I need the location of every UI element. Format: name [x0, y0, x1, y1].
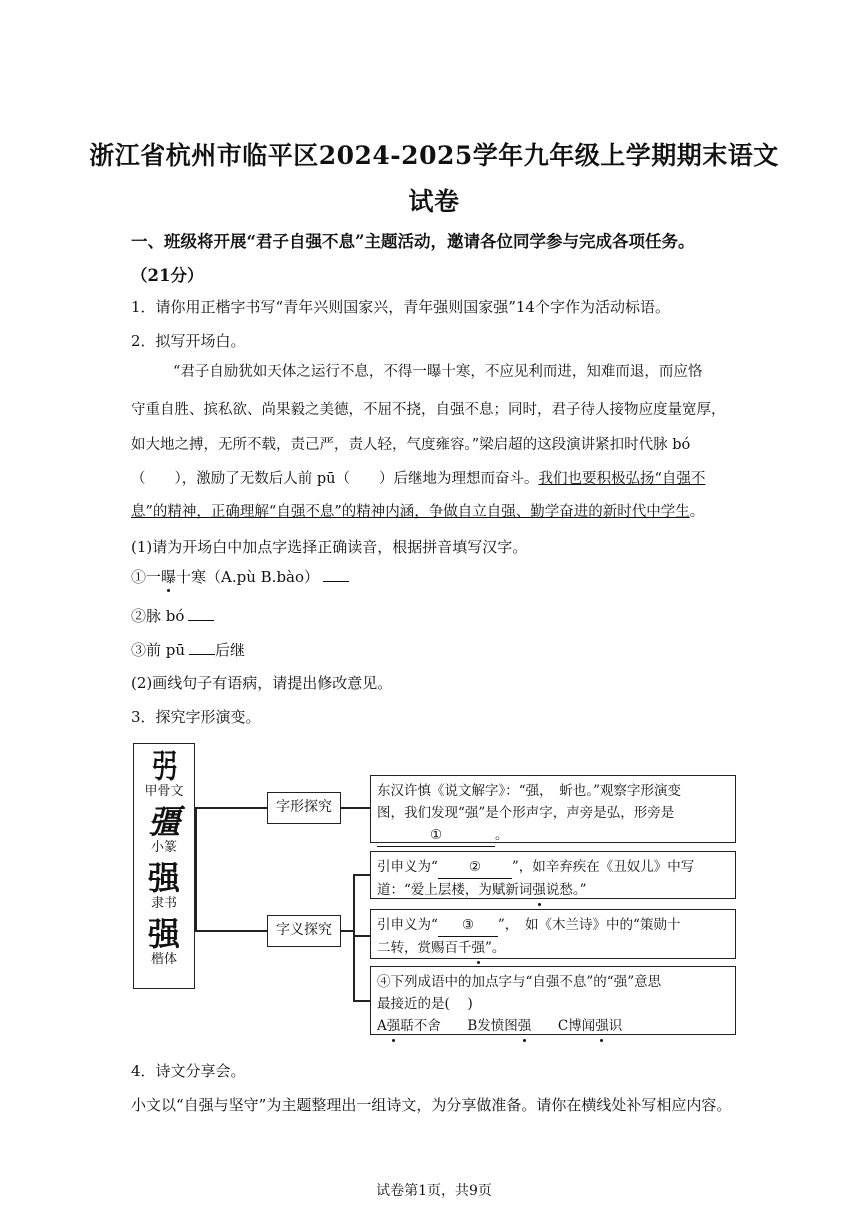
- box-2-line-1: [377, 856, 729, 879]
- dotted-char: 强: [518, 1015, 532, 1037]
- item-2-text: ②脉 bó: [131, 607, 185, 625]
- dotted-char: 强: [387, 1015, 401, 1037]
- question-2-label: 2．拟写开场白。: [131, 332, 246, 350]
- box-4-line-1: ④下列成语中的加点字与“自强不息”的“强”意思: [377, 974, 662, 990]
- glyph-label: 楷体: [150, 952, 177, 967]
- box-1-line-2: 图，我们发现“强”是个形声字，声旁是弘，形旁是: [377, 805, 675, 821]
- glyph-regular: 强: [147, 915, 180, 953]
- box-3-quote-end: ”。: [485, 940, 506, 956]
- box-form-inquiry: 字形探究: [267, 792, 341, 824]
- box-idiom-choice: [370, 966, 736, 1035]
- glyph-label: 小篆: [150, 840, 177, 855]
- glyph-label: 甲骨文: [144, 784, 184, 799]
- sub-question-1: (1)请为开场白中加点字选择正确读音，根据拼音填写汉字。: [131, 538, 528, 556]
- box-3-line-2: [377, 937, 729, 959]
- item-1-prefix: ①一: [131, 568, 162, 586]
- connector: [340, 930, 354, 932]
- box-2-suffix: ”，如辛弃疾在《丑奴儿》中写: [511, 859, 695, 875]
- fill-blank-3[interactable]: ③: [438, 914, 498, 937]
- fill-blank-2[interactable]: ②: [438, 856, 512, 879]
- page-title-line2: 试卷: [408, 187, 460, 216]
- option-a-text: 聒不舍: [400, 1018, 441, 1034]
- question-4-text: 小文以“自强与坚守”为主题整理出一组诗文，为分享做准备。请你在横线处补写相应内容。: [131, 1096, 732, 1114]
- box-2-line-2: [377, 879, 729, 901]
- sub-question-2: (2)画线句子有语病，请提出修改意见。: [131, 674, 393, 692]
- option-b-text: B发愤图: [467, 1018, 518, 1034]
- quote-line-5-period: 。: [689, 504, 705, 520]
- section-heading: 一、班级将开展“君子自强不息”主题活动，邀请各位同学参与完成各项任务。: [131, 232, 695, 251]
- item-3-text: ③前 pū: [131, 641, 186, 659]
- quote-line-4-text: （ ），激励了无数后人前 pū（ ）后继地为理想而奋斗。: [131, 471, 539, 487]
- fill-blank-1[interactable]: ①: [377, 824, 495, 847]
- glyph-seal: 彊: [147, 803, 180, 841]
- option-b[interactable]: [467, 1018, 531, 1034]
- box-2-quote-end: 说愁。”: [545, 882, 587, 898]
- connector: [353, 874, 355, 1001]
- question-1: 1．请你用正楷字书写“青年兴则国家兴，青年强则国家强”14个字作为活动标语。: [131, 298, 670, 316]
- item-3-suffix: 后继: [215, 641, 246, 659]
- box-1-end: 。: [495, 827, 509, 843]
- option-c-text: C博闻: [557, 1018, 596, 1034]
- item-3: [131, 639, 245, 660]
- box-1-line-1: 东汉许慎《说文解字》：“强， 蚚也。”观察字形演变: [377, 783, 682, 799]
- connector: [195, 930, 267, 932]
- connector: [340, 807, 370, 809]
- answer-blank[interactable]: [189, 640, 215, 655]
- box-1-line-3: [377, 824, 729, 847]
- option-a-letter: A: [377, 1018, 387, 1034]
- box-3-line-1: [377, 914, 729, 937]
- quote-line-5: [131, 500, 704, 521]
- answer-blank[interactable]: [323, 567, 349, 582]
- dotted-char: 强: [532, 879, 546, 901]
- dotted-char: 强: [595, 1015, 609, 1037]
- connector: [195, 807, 267, 809]
- glyph-clerical: 强: [147, 859, 180, 897]
- quote-line-2: 守重自胜、摈私欲、尚果毅之美德，不屈不挠，自强不息；同时，君子待人接物应度量宽厚，: [131, 402, 726, 418]
- underlined-sentence-end: 息”的精神，正确理解“自强不息”的精神内涵，争做自立自强、勤学奋进的新时代中学生: [131, 504, 690, 520]
- section-score: （21分）: [131, 266, 204, 285]
- box-meaning-3: [370, 909, 736, 959]
- glyph-evolution-panel: [133, 743, 195, 989]
- box-2-quote: 道：“爱上层楼，为赋新词: [377, 882, 533, 898]
- item-2: [131, 605, 214, 626]
- box-3-prefix: 引申义为“: [377, 917, 438, 933]
- quote-line-3: 如大地之搏，无所不载，责己严，责人轻，气度雍容。”梁启超的这段演讲紧扣时代脉 bó: [131, 437, 691, 453]
- option-c-suffix: 识: [608, 1018, 623, 1034]
- answer-blank[interactable]: [188, 606, 214, 621]
- dotted-char: 强: [472, 937, 486, 959]
- box-2-prefix: 引申义为“: [377, 859, 438, 875]
- box-3-suffix: ”， 如《木兰诗》中的“策勋十: [497, 917, 681, 933]
- option-c[interactable]: [558, 1018, 622, 1034]
- box-meaning-2: [370, 851, 736, 899]
- page-title: 浙江省杭州市临平区2024-2025学年九年级上学期期末语文: [89, 141, 779, 170]
- question-4-label: 4．诗文分享会。: [131, 1062, 246, 1080]
- option-a[interactable]: [377, 1018, 441, 1034]
- item-1: [131, 566, 349, 587]
- item-1-options: 十寒（A.pù B.bào）: [176, 568, 320, 586]
- dotted-char: 曝: [161, 568, 177, 586]
- box-meaning-inquiry: 字义探究: [267, 915, 341, 947]
- question-3-label: 3．探究字形演变。: [131, 708, 261, 726]
- connector: [353, 874, 370, 876]
- connector: [353, 1000, 370, 1002]
- glyph-label: 隶书: [150, 896, 177, 911]
- quote-line-4: [131, 467, 705, 488]
- glyph-oracle: 弜: [151, 747, 176, 785]
- underlined-sentence-start: 我们也要积极弘扬“自强不: [538, 471, 706, 487]
- box-4-line-2: 最接近的是( ): [377, 996, 473, 1012]
- quote-line-1: “君子自励犹如天体之运行不息，不得一曝十寒，不应见利而进，知难而退，而应恪: [173, 364, 703, 380]
- connector: [195, 807, 197, 931]
- page-footer: 试卷第1页，共9页: [376, 1183, 492, 1199]
- idiom-options: [377, 1015, 729, 1037]
- connector: [353, 935, 370, 937]
- box-3-quote: 二转，赏赐百千: [377, 940, 472, 956]
- box-shuowen: [370, 775, 736, 843]
